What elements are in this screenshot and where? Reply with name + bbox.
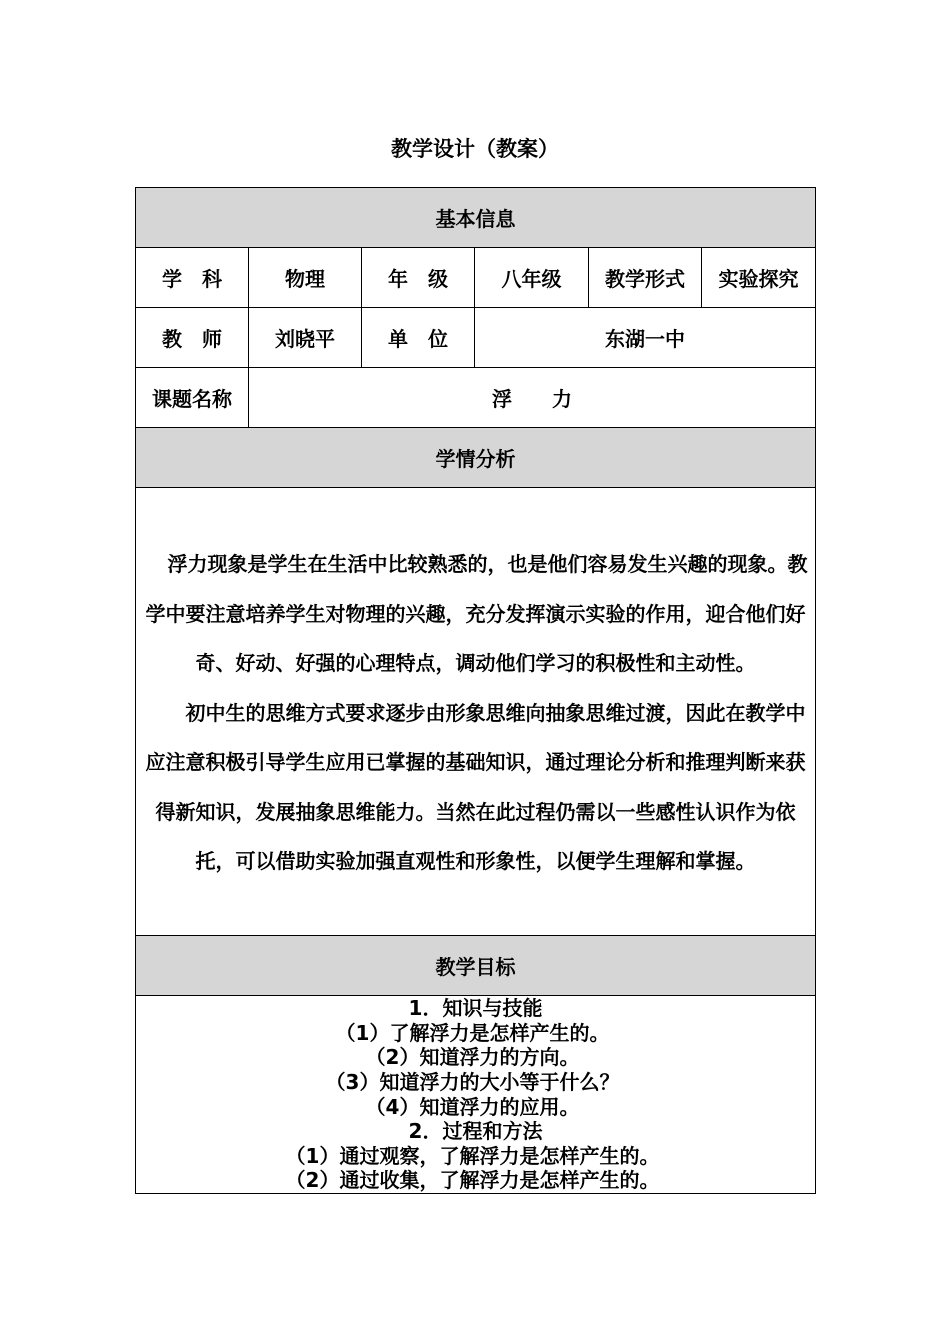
- objective-item: （2）通过收集，了解浮力是怎样产生的。: [285, 1168, 660, 1193]
- teaching-objectives-header: 教学目标: [136, 936, 816, 996]
- analysis-paragraph: 初中生的思维方式要求逐步由形象思维向抽象思维过渡，因此在教学中应注意积极引导学生应用已掌握的基础知识，通过理论分析和推理判断来获得新知识，发展抽象思维能力。当然在此过程仍需以一些感性认识作为依托，可以借助实验加强直观性和形象性，以便学生理解和掌握。: [145, 700, 806, 874]
- objective-item: （2）知道浮力的方向。: [365, 1045, 580, 1070]
- unit-value: 东湖一中: [475, 308, 816, 368]
- objective-item: （4）知道浮力的应用。: [365, 1094, 580, 1119]
- objective-item: （3）知道浮力的大小等于什么？: [325, 1069, 620, 1094]
- unit-label: 单 位: [362, 308, 475, 368]
- lesson-plan-table: [135, 187, 816, 1194]
- basic-info-header: 基本信息: [136, 188, 816, 248]
- subject-value: 物理: [249, 248, 362, 308]
- subject-label: 学 科: [136, 248, 249, 308]
- document-title: 教学设计（教案）: [391, 137, 559, 161]
- student-analysis-header: 学情分析: [136, 428, 816, 488]
- teacher-label: 教 师: [136, 308, 249, 368]
- objective-heading: 2．过程和方法: [408, 1119, 543, 1144]
- topic-value: 浮 力: [249, 368, 816, 428]
- teaching-objectives-body: [136, 996, 816, 1194]
- teaching-form-value: 实验探究: [702, 248, 816, 308]
- objective-item: （1）通过观察，了解浮力是怎样产生的。: [285, 1143, 660, 1168]
- teacher-value: 刘晓平: [249, 308, 362, 368]
- analysis-paragraph: 浮力现象是学生在生活中比较熟悉的，也是他们容易发生兴趣的现象。教学中要注意培养学生对物理的兴趣，充分发挥演示实验的作用，迎合他们好奇、好动、好强的心理特点，调动他们学习的积极性和主动性。: [145, 551, 808, 676]
- topic-label: 课题名称: [136, 368, 249, 428]
- grade-label: 年 级: [362, 248, 475, 308]
- objective-heading: 1．知识与技能: [408, 996, 543, 1021]
- grade-value: 八年级: [475, 248, 589, 308]
- teaching-form-label: 教学形式: [589, 248, 702, 308]
- student-analysis-body: [136, 488, 816, 936]
- objective-item: （1）了解浮力是怎样产生的。: [335, 1020, 610, 1045]
